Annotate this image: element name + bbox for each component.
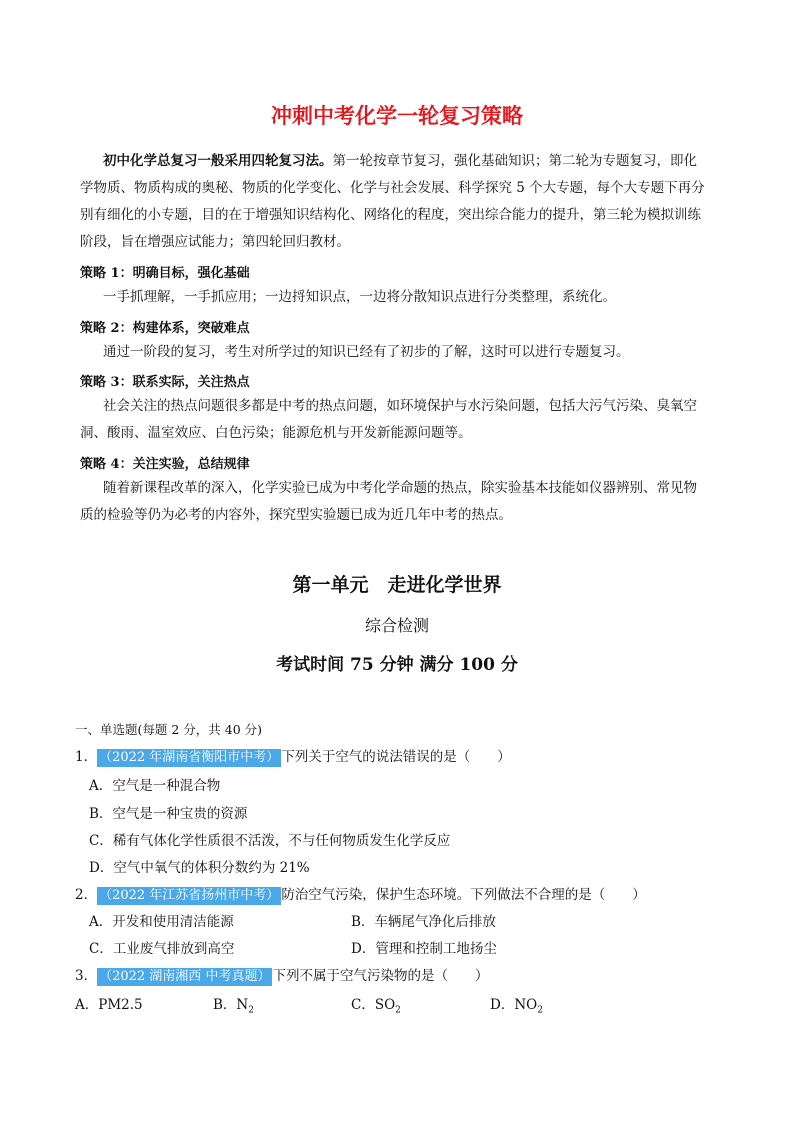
question-3-option-c-subscript: 2 <box>395 1005 401 1016</box>
intro-line-3: 别有细化的小专题，目的在于增强知识结构化、网络化的程度，突出综合能力的提升，第三轮为模拟训练 <box>80 207 701 223</box>
strategy-3-text-2: 洞、酸雨、温室效应、白色污染；能源危机与开发新能源问题等。 <box>80 425 472 441</box>
question-3-option-d-subscript: 2 <box>537 1005 543 1016</box>
question-2-stem: 防治空气污染，保护生态环境。下列做法不合理的是（ ） <box>281 887 646 903</box>
strategy-4-text-1: 随着新课程改革的深入，化学实验已成为中考化学命题的热点，除实验基本技能如仪器辨别、常见物 <box>103 480 697 496</box>
question-3-option-d-text: D．NO <box>490 997 538 1013</box>
question-3-option-c <box>351 993 401 1016</box>
question-2-option-d: D．管理和控制工地扬尘 <box>351 941 497 957</box>
question-3-option-b-text: B．N <box>213 997 249 1013</box>
exam-info: 考试时间 75 分钟 满分 100 分 <box>276 655 518 675</box>
intro-text: 第一轮按章节复习，强化基础知识；第二轮为专题复习，即化 <box>332 153 697 169</box>
intro-line-4: 阶段，旨在增强应试能力；第四轮回归教材。 <box>80 234 350 250</box>
question-2 <box>75 883 646 905</box>
strategy-2-text: 通过一阶段的复习，考生对所学过的知识已经有了初步的了解，这时可以进行专题复习。 <box>103 344 630 360</box>
question-3-option-b <box>213 993 254 1016</box>
strategy-3-heading: 策略 3：联系实际，关注热点 <box>80 375 250 390</box>
question-2-option-b: B．车辆尾气净化后排放 <box>351 914 496 930</box>
question-1-option-b: B．空气是一种宝贵的资源 <box>89 806 248 822</box>
intro-line-2: 学物质、物质构成的奥秘、物质的化学变化、化学与社会发展、科学探究 5 个大专题，每个大专题下再分 <box>80 180 705 196</box>
question-2-option-a: A．开发和使用清洁能源 <box>89 914 234 930</box>
question-3-option-c-text: C．SO <box>351 997 396 1013</box>
question-2-source-tag: （2022 年江苏省扬州市中考） <box>99 888 280 903</box>
question-2-option-c: C．工业废气排放到高空 <box>89 941 235 957</box>
strategy-1-heading: 策略 1：明确目标，强化基础 <box>80 266 250 281</box>
unit-title: 第一单元 走进化学世界 <box>292 574 502 596</box>
question-1-stem: 下列关于空气的说法错误的是（ ） <box>281 749 511 765</box>
question-1-option-c: C．稀有气体化学性质很不活泼，不与任何物质发生化学反应 <box>89 833 451 849</box>
unit-subtitle: 综合检测 <box>364 616 429 635</box>
strategy-1-text: 一手抓理解，一手抓应用；一边捋知识点，一边将分散知识点进行分类整理，系统化。 <box>103 289 616 305</box>
intro-line-1 <box>103 148 697 175</box>
question-1-source-tag: （2022 年湖南省衡阳市中考） <box>99 750 280 765</box>
question-3 <box>75 964 488 986</box>
question-1-option-d: D．空气中氧气的体积分数约为 21% <box>89 860 310 876</box>
question-3-option-b-subscript: 2 <box>248 1005 254 1016</box>
strategy-4-heading: 策略 4：关注实验，总结规律 <box>80 457 250 472</box>
question-3-source-tag: （2022 湖南湘西 中考真题） <box>99 969 271 984</box>
question-2-number: 2． <box>75 887 98 903</box>
intro-bold-lead: 初中化学总复习一般采用四轮复习法。 <box>103 153 333 169</box>
question-1 <box>75 745 511 767</box>
question-3-number: 3． <box>75 968 98 984</box>
question-3-stem: 下列不属于空气污染物的是（ ） <box>272 968 489 984</box>
strategy-3-text-1: 社会关注的热点问题很多都是中考的热点问题，如环境保护与水污染问题，包括大污气污染、臭氧空 <box>103 398 697 414</box>
strategy-2-heading: 策略 2：构建体系，突破难点 <box>80 321 250 336</box>
question-3-option-d <box>490 993 543 1016</box>
question-1-number: 1． <box>75 749 98 765</box>
question-1-option-a: A．空气是一种混合物 <box>89 778 221 794</box>
question-3-option-a: A．PM2.5 <box>75 997 143 1013</box>
page-title: 冲刺中考化学一轮复习策略 <box>271 103 523 128</box>
strategy-4-text-2: 质的检验等仍为必考的内容外，探究型实验题已成为近几年中考的热点。 <box>80 507 512 523</box>
section-heading: 一、单选题(每题 2 分，共 40 分) <box>75 722 263 737</box>
